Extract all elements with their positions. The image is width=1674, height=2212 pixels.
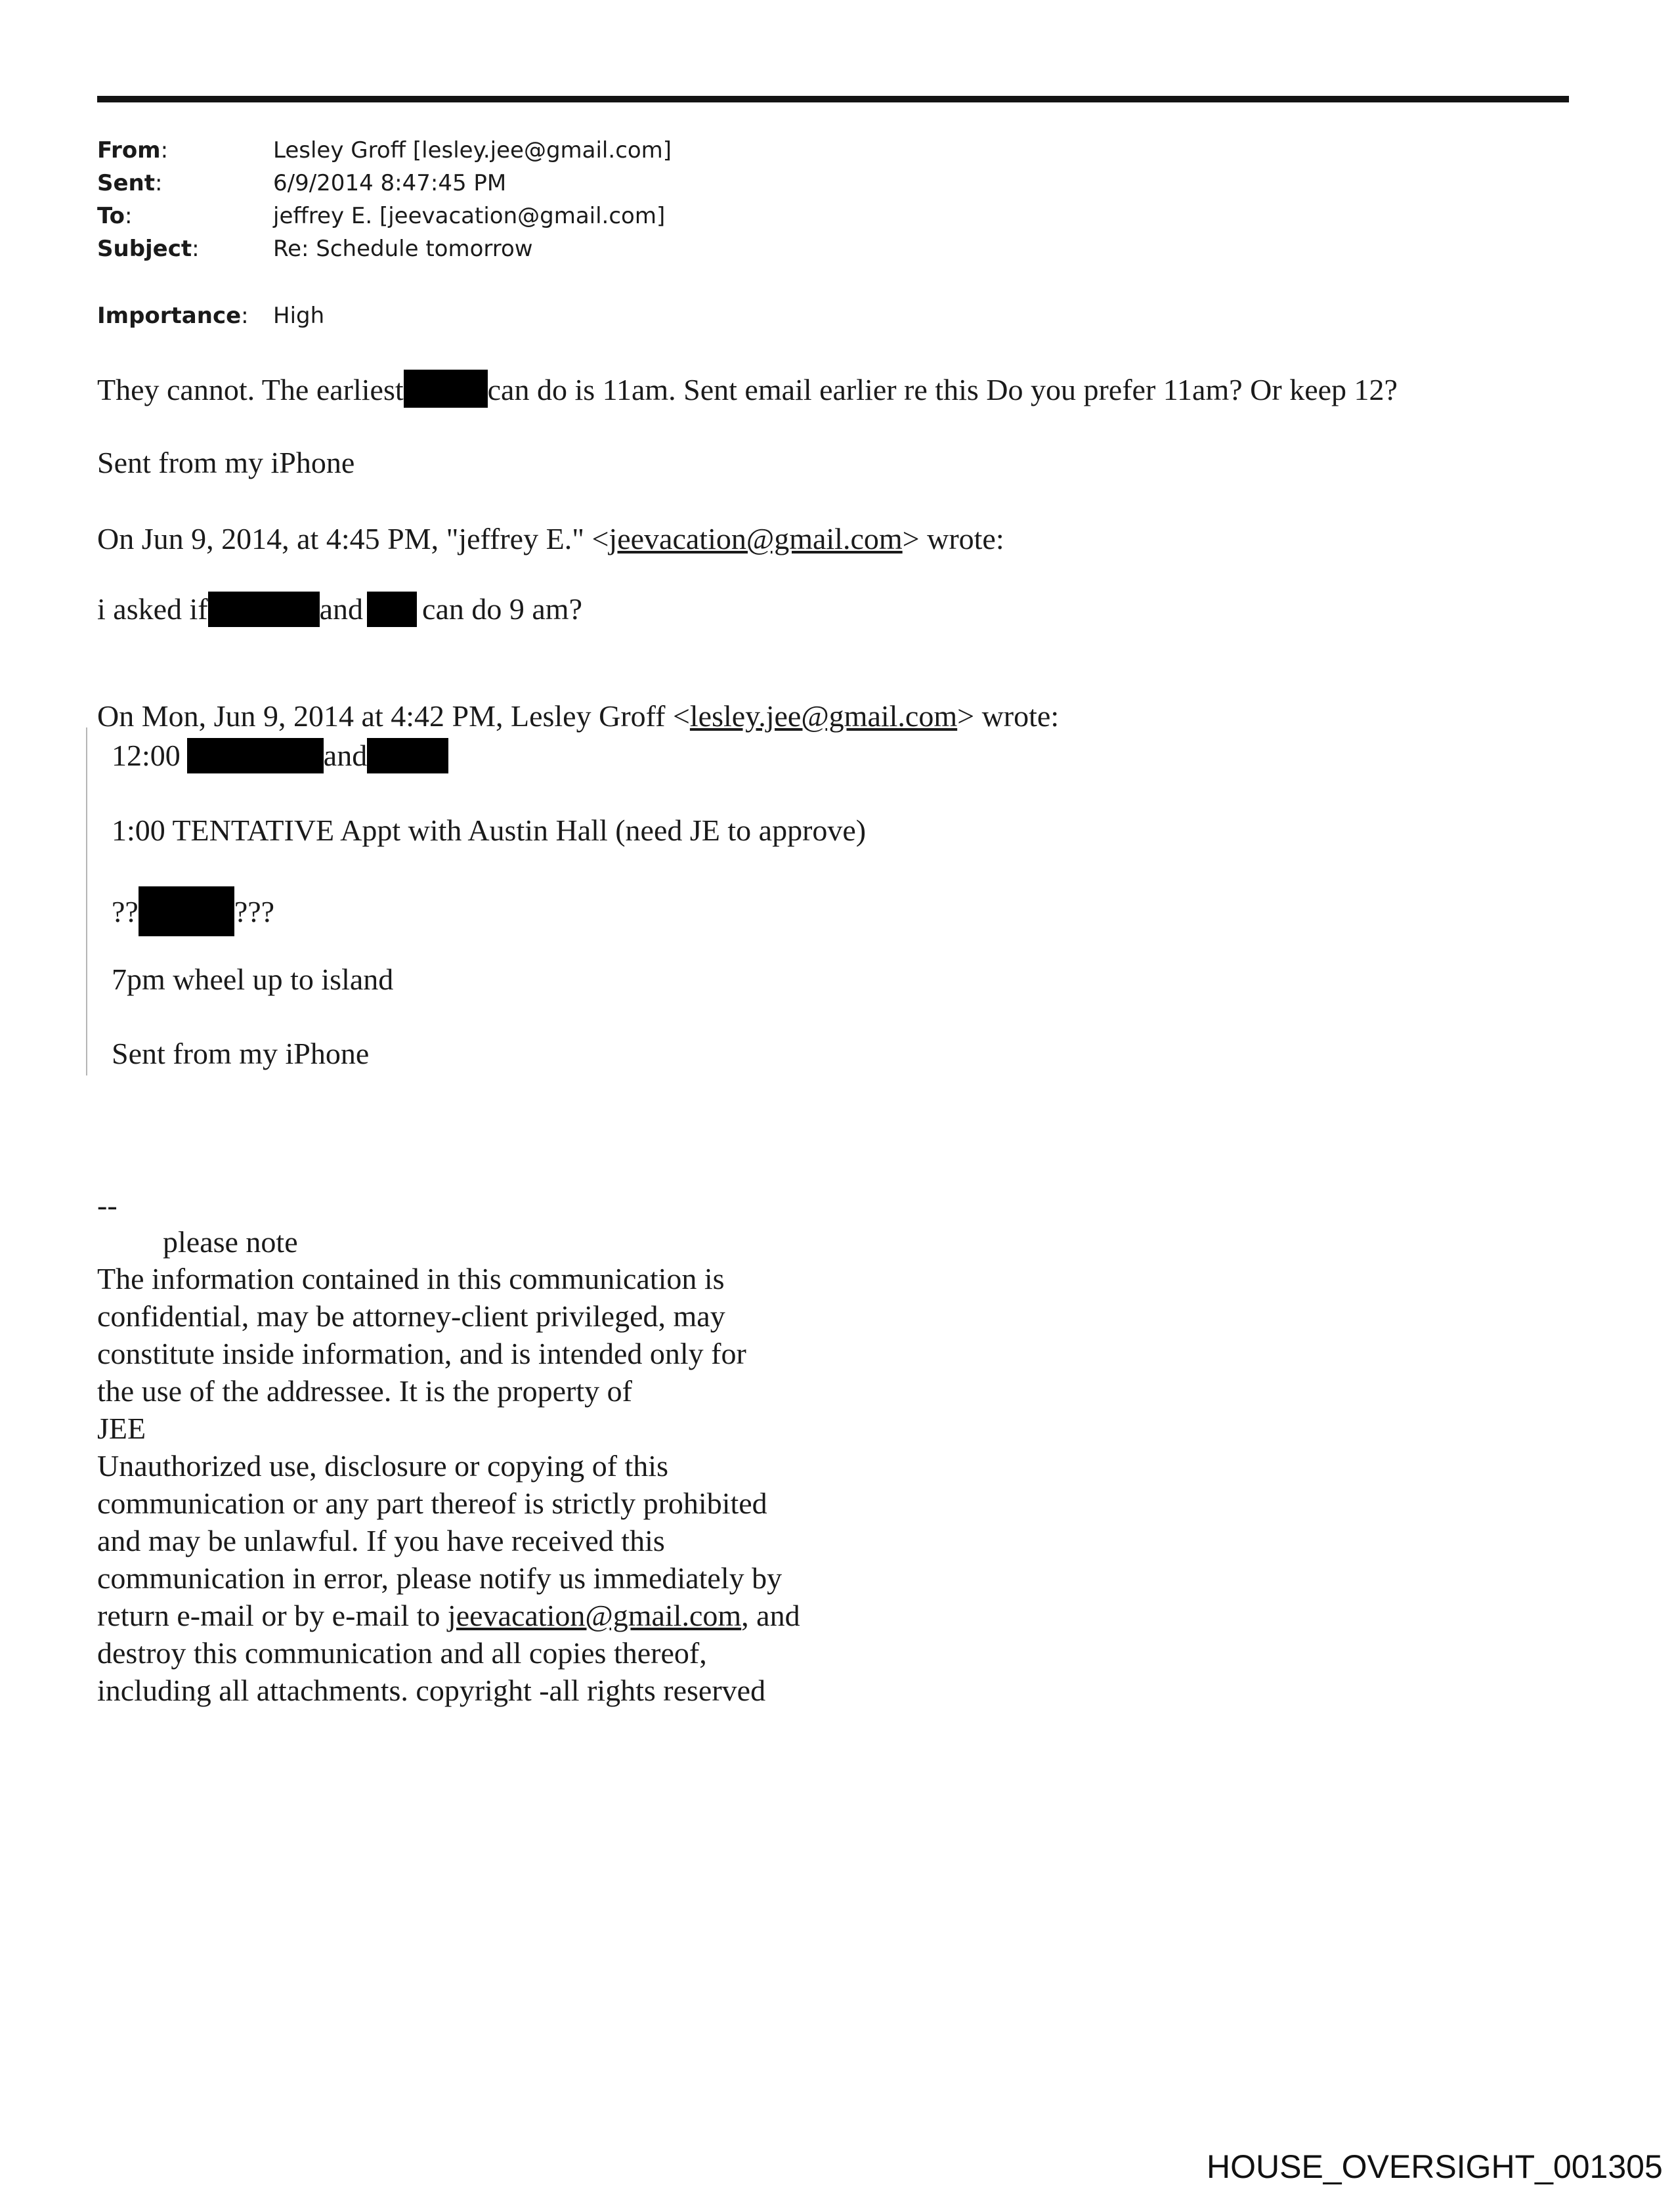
q2-time-1200: 12:00 [112, 739, 181, 772]
subject-value: Re: Schedule tomorrow [273, 236, 533, 262]
to-value: jeffrey E. [jeevacation@gmail.com] [273, 203, 666, 229]
quote2-intro [97, 698, 1059, 735]
quote2-intro-end: > wrote: [957, 699, 1060, 733]
from-label: From: [97, 137, 169, 163]
disclaimer-line: and may be unlawful. If you have received this [97, 1524, 665, 1557]
disclaimer-line: confidential, may be attorney-client privileged, may [97, 1299, 725, 1333]
q2-and: and [323, 739, 368, 772]
from-value: Lesley Groff [lesley.jee@gmail.com] [273, 137, 672, 163]
disclaimer-line: including all attachments. copyright -all rights reserved [97, 1674, 766, 1707]
header-rule [97, 96, 1569, 102]
importance-label: Importance: [97, 303, 249, 329]
quote2-email-link[interactable]: lesley.jee@gmail.com [689, 699, 958, 733]
sent-from-iphone: Sent from my iPhone [97, 446, 355, 479]
redaction-box [139, 886, 234, 936]
bates-number: HOUSE_OVERSIGHT_001305 [1207, 2148, 1663, 2185]
redaction-box [367, 738, 448, 773]
disclaimer-line: Unauthorized use, disclosure or copying of this [97, 1449, 668, 1483]
quote1-text-b: can do 9 am? [422, 592, 582, 626]
reply-text-a: They cannot. The earliest [97, 373, 404, 406]
quote1-body [97, 591, 582, 628]
disclaimer-line: the use of the addressee. It is the property of [97, 1374, 632, 1408]
redaction-box [208, 592, 320, 627]
reply-text-b: can do is 11am. Sent email earlier re this Do you prefer 11am? Or keep 12? [487, 373, 1398, 406]
quote2-line2: 1:00 TENTATIVE Appt with Austin Hall (need JE to approve) [112, 813, 867, 847]
redaction-box [187, 738, 324, 773]
quote-bar [86, 727, 87, 1075]
importance-value: High [273, 303, 325, 329]
disclaimer-text-end: , and [741, 1599, 800, 1632]
quote1-intro-end: > wrote: [902, 522, 1004, 555]
reply-line [97, 370, 1398, 408]
sent-value: 6/9/2014 8:47:45 PM [273, 170, 507, 196]
quote1-email-link[interactable]: jeevacation@gmail.com [609, 522, 903, 555]
disclaimer-line-email [97, 1597, 800, 1634]
disclaimer-line: The information contained in this communication is [97, 1262, 725, 1295]
subject-label: Subject: [97, 236, 200, 262]
disclaimer-text: return e-mail or by e-mail to [97, 1599, 448, 1632]
sent-label: Sent: [97, 170, 163, 196]
quote1-intro-text: On Jun 9, 2014, at 4:45 PM, "jeffrey E." < [97, 522, 609, 555]
q2-qmarks-a: ?? [112, 895, 139, 928]
please-note: please note [163, 1225, 298, 1259]
quote2-line4: 7pm wheel up to island [112, 963, 394, 996]
disclaimer-line: communication in error, please notify us immediately by [97, 1561, 783, 1595]
quote2-line3 [112, 886, 274, 936]
disclaimer-line: destroy this communication and all copies thereof, [97, 1636, 707, 1670]
to-label: To: [97, 203, 133, 229]
quote2-intro-text: On Mon, Jun 9, 2014 at 4:42 PM, Lesley Groff < [97, 699, 690, 733]
disclaimer-line: JEE [97, 1412, 146, 1445]
signature-dashes: -- [97, 1188, 118, 1222]
quote2-line1 [112, 737, 448, 774]
quote1-text-a: i asked if [97, 592, 208, 626]
disclaimer-line: constitute inside information, and is intended only for [97, 1337, 746, 1370]
disclaimer-email-link[interactable]: jeevacation@gmail.com [447, 1599, 742, 1632]
quote1-intro [97, 521, 1004, 557]
quote2-sent-from: Sent from my iPhone [112, 1037, 370, 1070]
disclaimer-line: communication or any part thereof is strictly prohibited [97, 1486, 767, 1520]
q2-qmarks-b: ??? [234, 895, 275, 928]
redaction-box [367, 592, 417, 627]
quote1-and: and [319, 592, 364, 626]
redaction-box [404, 370, 488, 408]
